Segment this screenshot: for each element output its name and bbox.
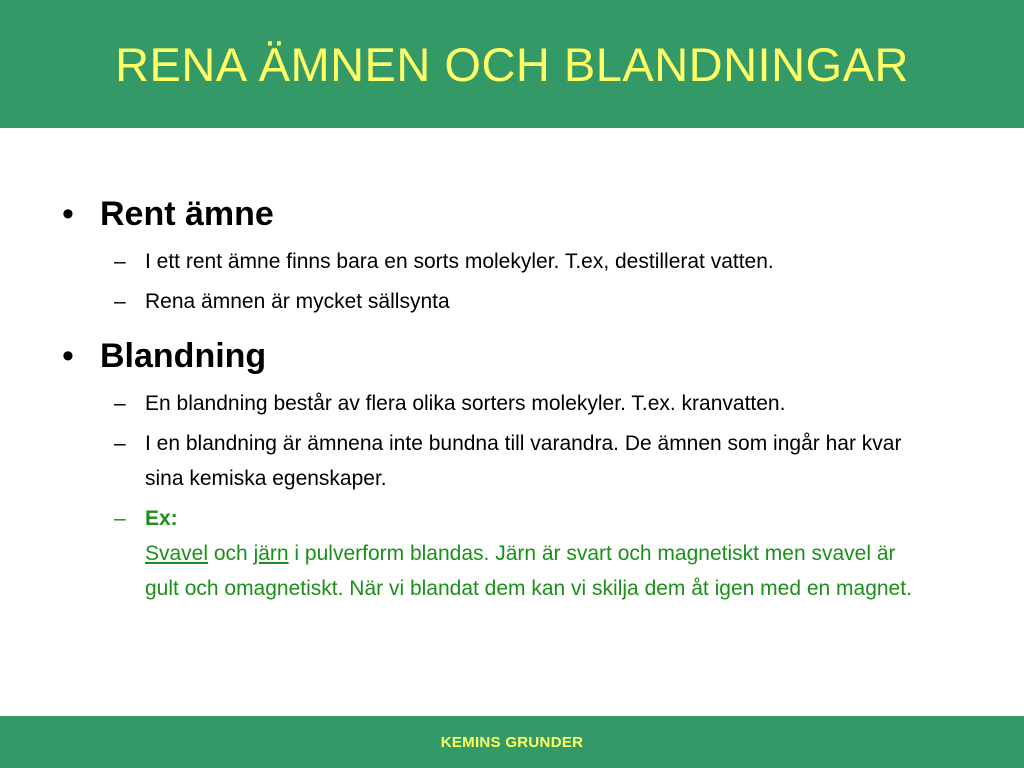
list-item-text: Rena ämnen är mycket sällsynta bbox=[145, 290, 450, 313]
title-bar bbox=[0, 0, 1024, 128]
bullet-icon: • bbox=[62, 195, 74, 233]
dash-icon: – bbox=[114, 432, 126, 455]
list-item bbox=[60, 386, 935, 421]
example-item bbox=[60, 501, 935, 606]
dash-icon: – bbox=[114, 250, 126, 273]
footer-bar bbox=[0, 716, 1024, 768]
example-label: Ex: bbox=[145, 507, 178, 530]
bullet-icon: • bbox=[62, 337, 74, 375]
list-item bbox=[60, 244, 935, 279]
slide-title: RENA ÄMNEN OCH BLANDNINGAR bbox=[115, 37, 909, 91]
dash-icon: – bbox=[114, 392, 126, 415]
section-heading-blandning bbox=[60, 334, 980, 378]
dash-icon: – bbox=[114, 290, 126, 313]
footer-text: KEMINS GRUNDER bbox=[440, 733, 584, 751]
list-item-text: I ett rent ämne finns bara en sorts molekyler. T.ex, destillerat vatten. bbox=[145, 250, 774, 273]
underlined-term-jarn: järn bbox=[253, 542, 289, 565]
heading-text: Blandning bbox=[100, 337, 267, 375]
example-text: och bbox=[208, 542, 254, 565]
list-item bbox=[60, 426, 935, 496]
heading-text: Rent ämne bbox=[100, 195, 274, 233]
list-item-text: En blandning består av flera olika sorters molekyler. T.ex. kranvatten. bbox=[145, 392, 786, 415]
underlined-term-svavel: Svavel bbox=[145, 542, 209, 565]
dash-icon: – bbox=[114, 507, 126, 530]
section-heading-rent-amne bbox=[60, 192, 980, 236]
spacer bbox=[60, 324, 980, 334]
list-item-text: I en blandning är ämnena inte bundna till varandra. De ämnen som ingår har kvar sina kemiska egenskaper. bbox=[145, 432, 902, 490]
list-item bbox=[60, 284, 935, 319]
example-text: i pulverform blandas. Järn är svart och magnetiskt men svavel är gult och omagnetiskt. När vi blandat dem kan vi skilja dem åt igen med en magnet. bbox=[145, 542, 912, 600]
slide-content bbox=[60, 192, 980, 611]
